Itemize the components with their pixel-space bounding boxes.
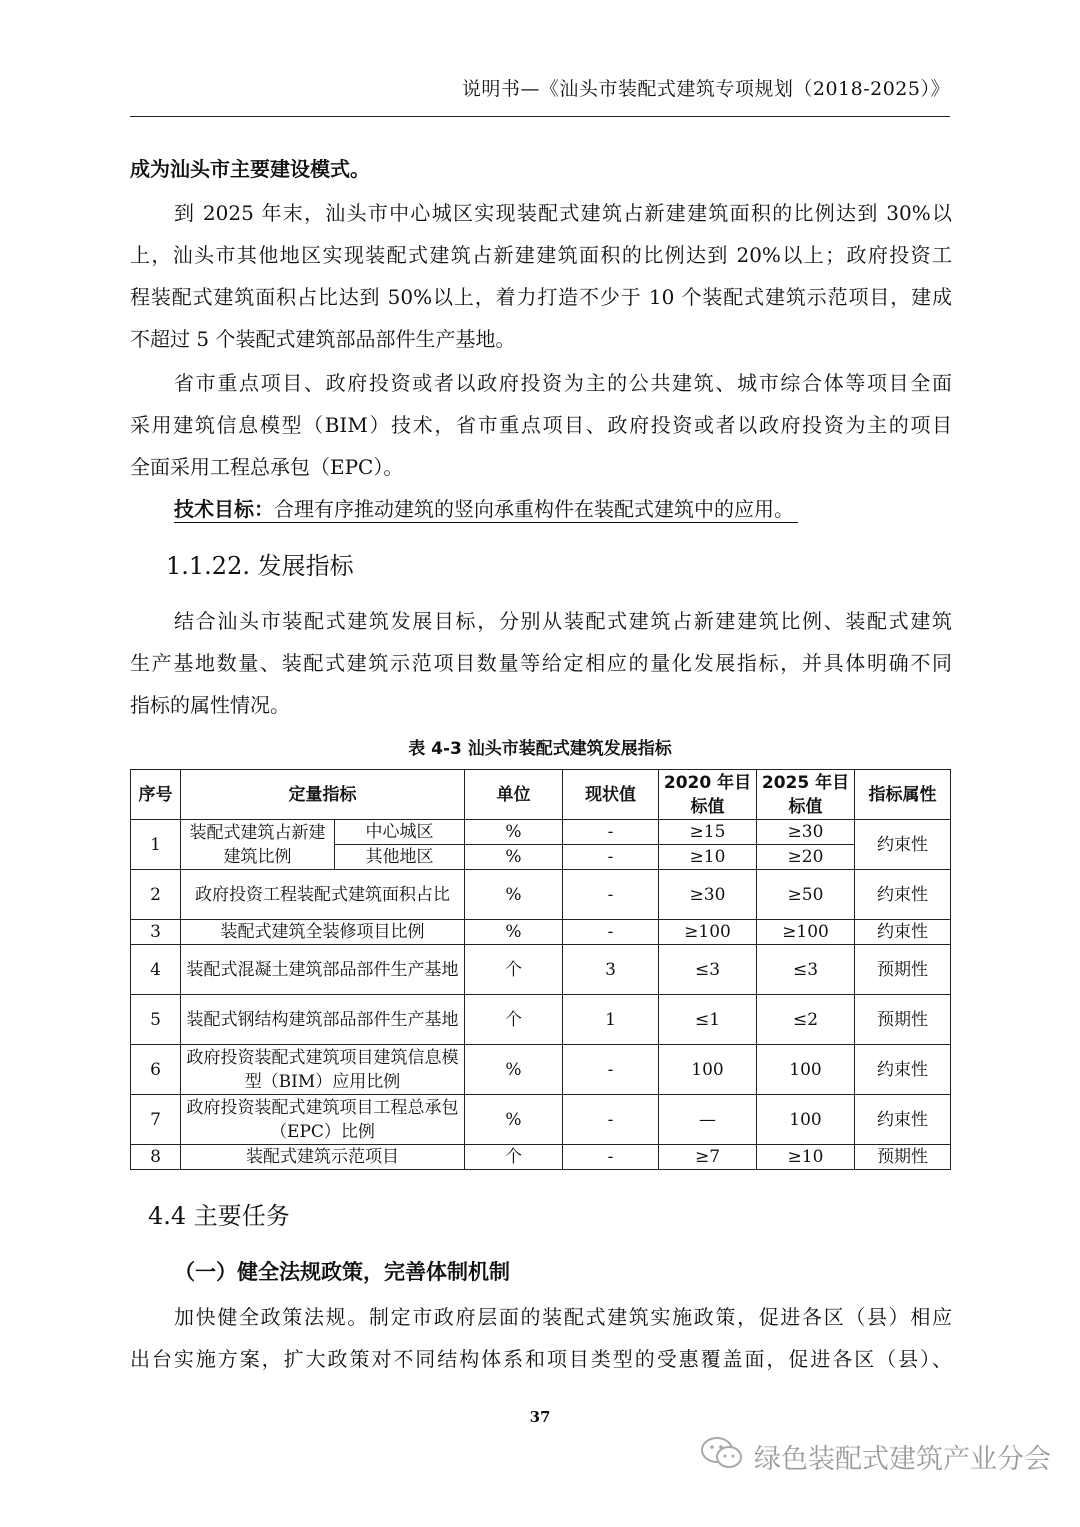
cell-2020: — [659, 1095, 757, 1145]
cell-attribute: 预期性 [855, 995, 951, 1045]
technical-target-label: 技术目标： [174, 497, 274, 521]
cell-2025: ≥10 [757, 1145, 855, 1170]
cell-unit: 个 [465, 945, 563, 995]
cell-current: - [563, 820, 659, 845]
col-header-indicator: 定量指标 [181, 770, 465, 820]
table-header-row [131, 770, 951, 820]
cell-indicator: 装配式建筑示范项目 [181, 1145, 465, 1170]
cell-no: 1 [131, 820, 181, 870]
cell-2020: 100 [659, 1045, 757, 1095]
table-row [131, 870, 951, 920]
cell-attribute: 约束性 [855, 1045, 951, 1095]
cell-unit: 个 [465, 1145, 563, 1170]
cell-indicator: 装配式混凝土建筑部品部件生产基地 [181, 945, 465, 995]
col-header-unit: 单位 [465, 770, 563, 820]
watermark [700, 1436, 1051, 1476]
cell-2025: 100 [757, 1095, 855, 1145]
paragraph-line: 结合汕头市装配式建筑发展目标，分别从装配式建筑占新建建筑比例、装配式建筑 [174, 609, 952, 633]
cell-current: - [563, 1095, 659, 1145]
page-number: 37 [529, 1408, 551, 1426]
col-header-no: 序号 [131, 770, 181, 820]
cell-attribute: 约束性 [855, 820, 951, 870]
cell-attribute: 约束性 [855, 920, 951, 945]
cell-current: - [563, 870, 659, 920]
paragraph-line: 出台实施方案，扩大政策对不同结构体系和项目类型的受惠覆盖面，促进各区（县）、 [130, 1347, 952, 1371]
cell-2020: ≥10 [659, 845, 757, 870]
table-caption: 表 4-3 汕头市装配式建筑发展指标 [408, 739, 672, 759]
cell-2020: ≤3 [659, 945, 757, 995]
cell-2025: ≥100 [757, 920, 855, 945]
cell-no: 8 [131, 1145, 181, 1170]
paragraph-line: 省市重点项目、政府投资或者以政府投资为主的公共建筑、城市综合体等项目全面 [174, 371, 952, 395]
cell-sub-indicator: 其他地区 [335, 845, 465, 870]
watermark-text: 绿色装配式建筑产业分会 [754, 1443, 1051, 1475]
table-row [131, 945, 951, 995]
technical-target-text: 合理有序推动建筑的竖向承重构件在装配式建筑中的应用。 [274, 497, 794, 521]
cell-attribute: 约束性 [855, 1095, 951, 1145]
col-header-current: 现状值 [563, 770, 659, 820]
table-row [131, 820, 951, 845]
page-header: 说明书—《汕头市装配式建筑专项规划（2018-2025）》 [461, 78, 950, 100]
cell-unit: % [465, 920, 563, 945]
cell-current: - [563, 1045, 659, 1095]
cell-unit: % [465, 870, 563, 920]
cell-indicator: 政府投资装配式建筑项目工程总承包（EPC）比例 [181, 1095, 465, 1145]
cell-2025: ≤2 [757, 995, 855, 1045]
paragraph-line: 不超过 5 个装配式建筑部品部件生产基地。 [130, 327, 516, 351]
cell-no: 3 [131, 920, 181, 945]
paragraph-line: 上，汕头市其他地区实现装配式建筑占新建建筑面积的比例达到 20%以上；政府投资工 [130, 243, 952, 267]
header-divider [130, 116, 950, 117]
cell-2025: ≥30 [757, 820, 855, 845]
cell-no: 4 [131, 945, 181, 995]
paragraph-line: 全面采用工程总承包（EPC）。 [130, 455, 404, 479]
cell-2025: ≥20 [757, 845, 855, 870]
cell-no: 6 [131, 1045, 181, 1095]
cell-indicator: 政府投资工程装配式建筑面积占比 [181, 870, 465, 920]
cell-attribute: 预期性 [855, 1145, 951, 1170]
table-row [131, 1045, 951, 1095]
table-row [131, 920, 951, 945]
cell-unit: % [465, 845, 563, 870]
section-heading: 4.4 主要任务 [148, 1202, 290, 1230]
cell-current: 3 [563, 945, 659, 995]
cell-indicator: 政府投资装配式建筑项目建筑信息模型（BIM）应用比例 [181, 1045, 465, 1095]
col-header-attribute: 指标属性 [855, 770, 951, 820]
cell-unit: % [465, 1095, 563, 1145]
paragraph-line: 指标的属性情况。 [130, 693, 290, 717]
cell-sub-indicator: 中心城区 [335, 820, 465, 845]
cell-2020: ≤1 [659, 995, 757, 1045]
cell-2020: ≥7 [659, 1145, 757, 1170]
paragraph-continuation: 成为汕头市主要建设模式。 [130, 157, 370, 181]
indicator-table [130, 769, 951, 1170]
cell-2025: ≤3 [757, 945, 855, 995]
paragraph-line: 到 2025 年末，汕头市中心城区实现装配式建筑占新建建筑面积的比例达到 30%以 [174, 201, 952, 225]
cell-2025: 100 [757, 1045, 855, 1095]
cell-current: 1 [563, 995, 659, 1045]
cell-attribute: 约束性 [855, 870, 951, 920]
paragraph-line: 程装配式建筑面积占比达到 50%以上，着力打造不少于 10 个装配式建筑示范项目，建成 [130, 285, 952, 309]
table-row [131, 995, 951, 1045]
cell-2020: ≥30 [659, 870, 757, 920]
technical-target [174, 496, 798, 523]
table-row [131, 1095, 951, 1145]
paragraph-line: 采用建筑信息模型（BIM）技术，省市重点项目、政府投资或者以政府投资为主的项目 [130, 413, 952, 437]
col-header-2020: 2020 年目标值 [659, 770, 757, 820]
cell-current: - [563, 920, 659, 945]
cell-no: 7 [131, 1095, 181, 1145]
col-header-2025: 2025 年目标值 [757, 770, 855, 820]
cell-no: 5 [131, 995, 181, 1045]
cell-attribute: 预期性 [855, 945, 951, 995]
cell-current: - [563, 845, 659, 870]
cell-indicator: 装配式建筑全装修项目比例 [181, 920, 465, 945]
paragraph-line: 生产基地数量、装配式建筑示范项目数量等给定相应的量化发展指标，并具体明确不同 [130, 651, 952, 675]
table-row [131, 1145, 951, 1170]
cell-no: 2 [131, 870, 181, 920]
cell-2025: ≥50 [757, 870, 855, 920]
cell-2020: ≥15 [659, 820, 757, 845]
cell-unit: 个 [465, 995, 563, 1045]
paragraph-line: 加快健全政策法规。制定市政府层面的装配式建筑实施政策，促进各区（县）相应 [174, 1305, 952, 1329]
cell-unit: % [465, 1045, 563, 1095]
wechat-icon [700, 1435, 744, 1478]
cell-unit: % [465, 820, 563, 845]
cell-2020: ≥100 [659, 920, 757, 945]
section-heading: 1.1.22. 发展指标 [166, 552, 354, 580]
cell-indicator: 装配式建筑占新建建筑比例 [181, 820, 335, 870]
subsection-heading: （一）健全法规政策，完善体制机制 [174, 1259, 510, 1284]
cell-indicator: 装配式钢结构建筑部品部件生产基地 [181, 995, 465, 1045]
cell-current: - [563, 1145, 659, 1170]
